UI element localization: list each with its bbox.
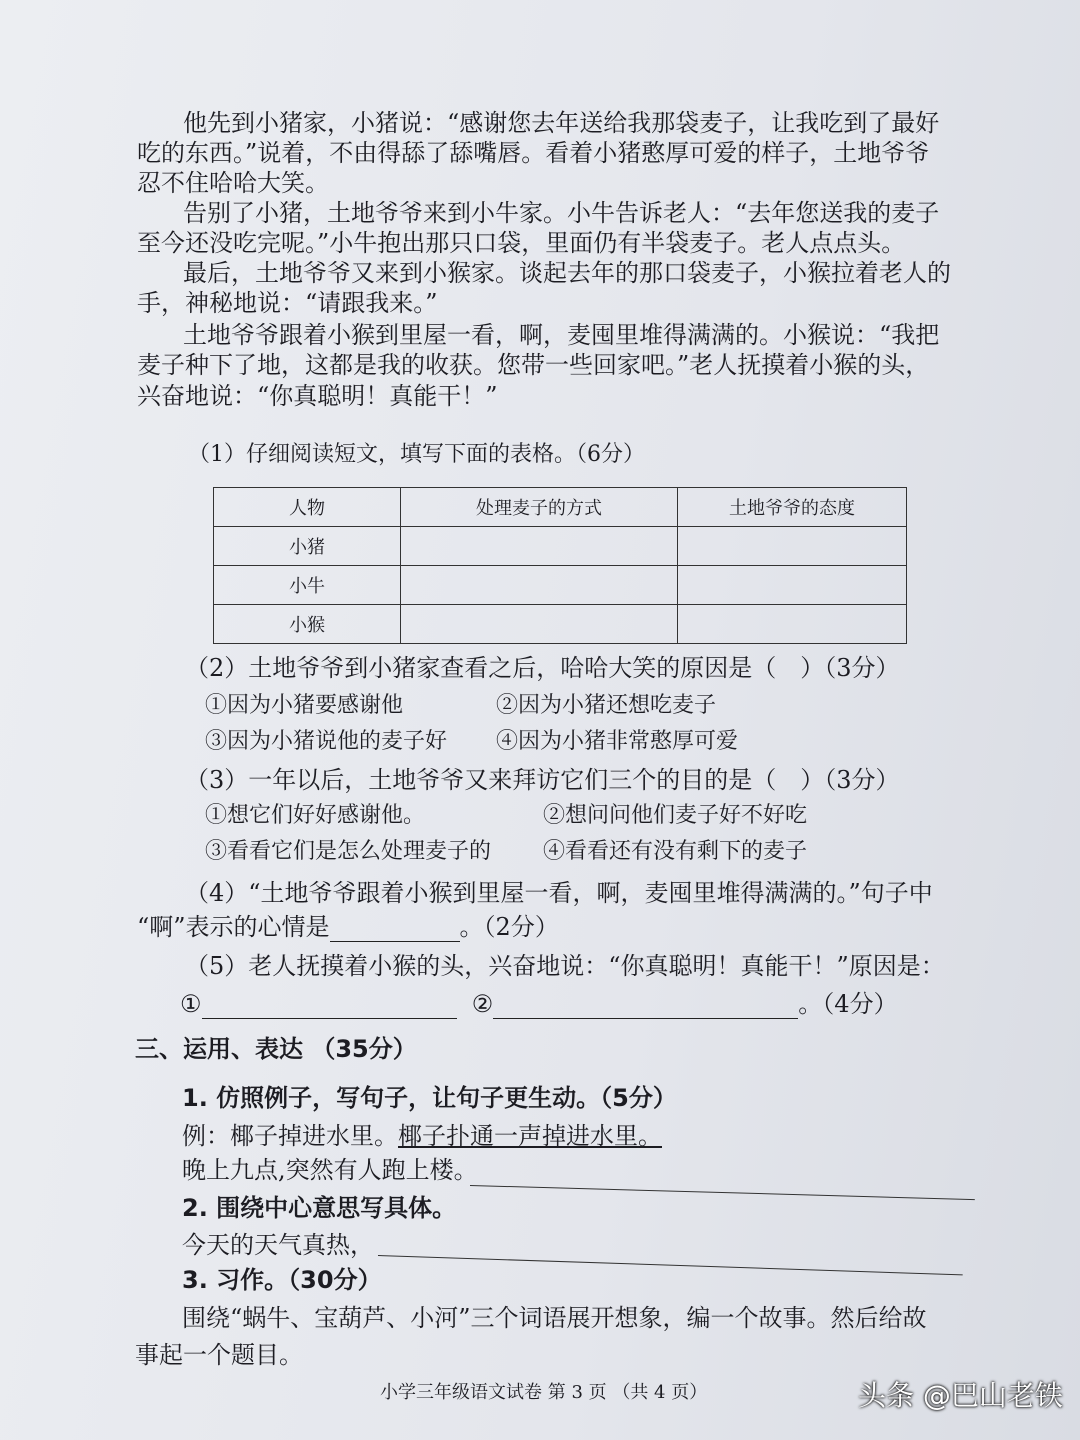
- table-row: [214, 527, 907, 566]
- blank-marker: ①: [180, 990, 202, 1018]
- watermark: 头条 @巴山老铁: [858, 1379, 1063, 1412]
- answer-cell[interactable]: [401, 605, 678, 644]
- q2-task: 今天的天气真热，: [182, 1231, 374, 1259]
- question-2-prompt: （2）土地爷爷到小猪家查看之后，哈哈大笑的原因是（ ）（3分）: [185, 654, 900, 682]
- example: [182, 1121, 662, 1151]
- answer-line[interactable]: [378, 1255, 963, 1275]
- answer-cell[interactable]: [678, 566, 907, 605]
- section-3-title: 三、运用、表达 （35分）: [135, 1035, 417, 1063]
- table-header: 土地爷爷的态度: [678, 488, 907, 527]
- q3-task-line: 事起一个题目。: [135, 1341, 303, 1369]
- example-original: 例：椰子掉进水里。: [182, 1122, 398, 1150]
- q4-text: “啊”表示的心情是: [137, 913, 330, 941]
- passage-line: 忍不住哈哈大笑。: [137, 169, 329, 197]
- option: ④看看还有没有剩下的麦子: [543, 839, 808, 864]
- passage-line: 至今还没吃完呢。”小牛抱出那只口袋，里面仍有半袋麦子。老人点点头。: [137, 229, 906, 257]
- passage-line: 最后，土地爷爷又来到小猴家。谈起去年的那口袋麦子，小猴拉着老人的: [183, 259, 951, 287]
- passage-line: 他先到小猪家，小猪说：“感谢您去年送给我那袋麦子，让我吃到了最好: [183, 109, 940, 137]
- option: ①想它们好好感谢他。: [205, 803, 426, 828]
- page-footer: 小学三年级语文试卷 第 3 页 （共 4 页）: [380, 1382, 708, 1403]
- question-5-prompt: （5）老人抚摸着小猴的头，兴奋地说：“你真聪明！真能干！”原因是：: [185, 952, 945, 980]
- table-cell: 小猪: [214, 527, 401, 566]
- answer-table: [213, 487, 907, 644]
- table-header: 处理麦子的方式: [401, 488, 678, 527]
- table-cell: 小猴: [214, 605, 401, 644]
- blank-marker: ②: [471, 990, 494, 1018]
- passage-line: 吃的东西。”说着，不由得舔了舔嘴唇。看着小猪憨厚可爱的样子，土地爷爷: [137, 139, 930, 167]
- answer-blank[interactable]: [330, 941, 460, 942]
- answer-blank[interactable]: [493, 1018, 798, 1019]
- option: ③因为小猪说他的麦子好: [205, 729, 448, 754]
- passage-line: 土地爷爷跟着小猴到里屋一看，啊，麦囤里堆得满满的。小猴说：“我把: [183, 321, 940, 349]
- answer-blank[interactable]: [202, 1018, 457, 1019]
- passage-line: 告别了小猪，土地爷爷来到小牛家。小牛告诉老人：“去年您送我的麦子: [183, 199, 940, 227]
- option: ④因为小猪非常憨厚可爱: [496, 729, 739, 754]
- q1-task: 晚上九点,突然有人跑上楼。: [182, 1156, 478, 1184]
- section-3-q1: 1. 仿照例子，写句子，让句子更生动。（5分）: [182, 1084, 677, 1112]
- section-3-q3: 3. 习作。（30分）: [182, 1266, 382, 1294]
- q3-task-line: 围绕“蜗牛、宝葫芦、小河”三个词语展开想象，编一个故事。然后给故: [182, 1304, 927, 1332]
- table-row: [214, 566, 907, 605]
- passage-line: 兴奋地说：“你真聪明！真能干！”: [137, 382, 498, 410]
- example-rewritten: 椰子扑通一声掉进水里。: [398, 1122, 662, 1150]
- q5-score: 。（4分）: [798, 990, 898, 1018]
- q4-score: 。（2分）: [459, 913, 559, 941]
- option: ①因为小猪要感谢他: [205, 693, 404, 718]
- question-4-line2: [137, 912, 559, 942]
- table-cell: 小牛: [214, 566, 401, 605]
- answer-cell[interactable]: [678, 527, 907, 566]
- question-5-blanks: [180, 989, 898, 1019]
- table-header: 人物: [214, 488, 401, 527]
- table-row: [214, 605, 907, 644]
- question-4-prompt: （4）“土地爷爷跟着小猴到里屋一看，啊，麦囤里堆得满满的。”句子中: [185, 879, 933, 907]
- section-3-q2: 2. 围绕中心意思写具体。: [182, 1194, 457, 1222]
- question-3-prompt: （3）一年以后，土地爷爷又来拜访它们三个的目的是（ ）（3分）: [185, 766, 900, 794]
- option: ③看看它们是怎么处理麦子的: [205, 839, 492, 864]
- passage-line: 麦子种下了地，这都是我的收获。您带一些回家吧。”老人抚摸着小猴的头，: [137, 351, 930, 379]
- option: ②想问问他们麦子好不好吃: [543, 803, 808, 828]
- answer-line[interactable]: [470, 1185, 975, 1200]
- answer-cell[interactable]: [401, 566, 678, 605]
- question-1-prompt: （1）仔细阅读短文，填写下面的表格。（6分）: [188, 442, 645, 467]
- answer-cell[interactable]: [678, 605, 907, 644]
- passage-line: 手，神秘地说：“请跟我来。”: [137, 289, 438, 317]
- option: ②因为小猪还想吃麦子: [496, 693, 717, 718]
- answer-cell[interactable]: [401, 527, 678, 566]
